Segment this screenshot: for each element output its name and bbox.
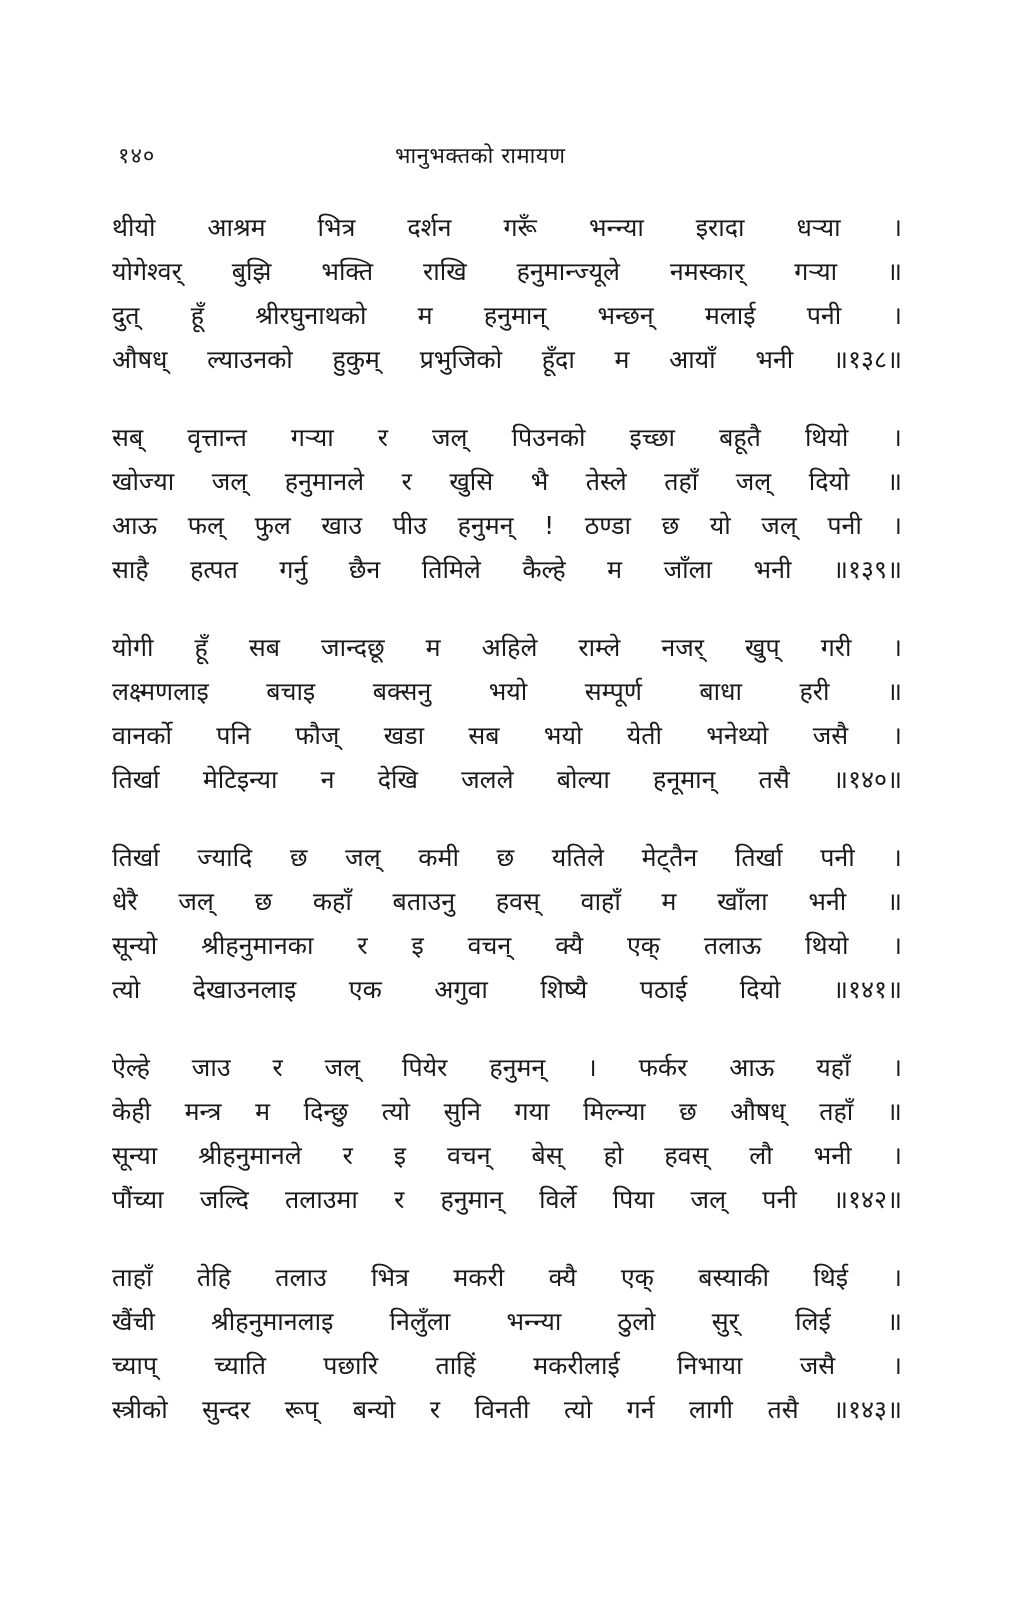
- verse-word: ।: [892, 721, 902, 750]
- verse-word: श्रीहनुमानले: [198, 1141, 302, 1170]
- verse-line: [112, 552, 902, 596]
- verse-word: च्याति: [214, 1351, 266, 1380]
- verse-word: पनी: [820, 843, 855, 872]
- verse-word: जाँला: [663, 555, 713, 584]
- verse-word: जल्दि: [199, 1185, 249, 1214]
- verse-line: [112, 254, 902, 298]
- verse-word: जल्: [324, 1053, 361, 1082]
- verse-word: दिन्छु: [303, 1097, 349, 1126]
- verse-word: मकरी: [453, 1263, 505, 1292]
- verse-word: गऱ्या: [794, 257, 838, 286]
- verse-word: अहिले: [481, 633, 538, 662]
- verse-word: एक्: [626, 931, 661, 960]
- verse-word: एक्: [620, 1263, 654, 1292]
- verse-line: [112, 972, 902, 1016]
- verse-word: नजर्: [661, 633, 704, 662]
- verse-word: जल्: [178, 887, 214, 916]
- verse-word: इ: [411, 931, 424, 960]
- verse-word: भै: [530, 467, 549, 496]
- verse-word: अगुवा: [434, 975, 488, 1004]
- verse-word: पनी: [806, 301, 842, 330]
- verse-word: राम्ले: [578, 633, 621, 662]
- verse-word: भयो: [488, 677, 528, 706]
- verse-line: [112, 762, 902, 806]
- verse-word: जसै: [799, 1351, 836, 1380]
- verse-word: ।: [892, 301, 902, 330]
- verse-word: खाउ: [321, 511, 363, 540]
- verse-line: [112, 1260, 902, 1304]
- verse-word: र: [394, 1185, 405, 1214]
- verse-word: वानर्को: [112, 721, 172, 750]
- verse-word: च्याप्: [112, 1351, 158, 1380]
- verse-word: !: [544, 511, 555, 540]
- verse-word: इच्छा: [629, 423, 676, 452]
- verse-word: श्रीहनुमानलाइ: [211, 1307, 334, 1336]
- verse-word: म: [614, 345, 630, 374]
- verse-word: बहूतै: [719, 423, 761, 452]
- verse-word: लक्ष्मणलाइ: [112, 677, 209, 706]
- verse-word: बताउनु: [392, 887, 456, 916]
- verse-word: बुझि: [231, 257, 272, 286]
- verse-word: सब: [248, 633, 281, 662]
- verse-word: ज्यादि: [197, 843, 253, 872]
- verse-word: गर्नु: [279, 555, 308, 584]
- verse-word: पनि: [216, 721, 251, 750]
- verse-word: आऊ: [112, 511, 158, 540]
- verse-word: मलाई: [704, 301, 756, 330]
- verse-word: हनुमान्: [483, 301, 547, 330]
- verse-word: धेरै: [112, 887, 138, 916]
- verse-word: मेट्तैन: [641, 843, 698, 872]
- verse-word: सुन्दर: [202, 1395, 251, 1424]
- verse-word: वृत्तान्त: [187, 423, 247, 452]
- verse-word: र: [357, 931, 368, 960]
- verse-word: क्यै: [548, 1263, 577, 1292]
- verse-word: बक्सनु: [372, 677, 432, 706]
- verse-word: राखि: [423, 257, 467, 286]
- verse-word: भनी: [755, 345, 794, 374]
- verse-word: सुनि: [443, 1097, 481, 1126]
- verse-word: तलाउमा: [285, 1185, 358, 1214]
- verse-word: तेहि: [196, 1263, 231, 1292]
- verse-word: शिष्यै: [540, 975, 588, 1004]
- verse-word: बस्याकी: [698, 1263, 769, 1292]
- verse-word: गरूँ: [503, 213, 537, 242]
- verse-word: तहाँ: [819, 1097, 854, 1126]
- page-number: १४०: [118, 144, 156, 169]
- verse-line: [112, 1182, 902, 1226]
- verse-word: साहै: [112, 555, 149, 584]
- verse-word: थीयो: [112, 213, 156, 242]
- verse-word: इ: [393, 1141, 407, 1170]
- verse-word: र: [401, 467, 412, 496]
- verse-word: भित्र: [371, 1263, 409, 1292]
- verse-word: त्यो: [112, 975, 141, 1004]
- verse-word: ।: [892, 633, 902, 662]
- verse-word: देखि: [377, 765, 418, 794]
- verse-word: तलाउ: [275, 1263, 327, 1292]
- verse-word: बचाइ: [266, 677, 316, 706]
- verse-body: [112, 210, 902, 1470]
- verse-word: हवस्: [495, 887, 540, 916]
- verse-word: तलाऊ: [703, 931, 762, 960]
- verse-word: सून्यो: [112, 931, 158, 960]
- verse-word: ॥: [886, 677, 902, 706]
- verse-line: [112, 884, 902, 928]
- verse-word: श्रीरघुनाथको: [255, 301, 367, 330]
- verse-word: तसै: [767, 1395, 799, 1424]
- verse-line: [112, 630, 902, 674]
- verse-word: निभाया: [677, 1351, 743, 1380]
- verse-word: लिई: [795, 1307, 831, 1336]
- verse-word: ॥: [887, 887, 902, 916]
- verse-word: एक: [348, 975, 382, 1004]
- verse-word: यहाँ: [816, 1053, 851, 1082]
- verse-word: हुकुम्: [332, 345, 380, 374]
- verse-word: लागी: [689, 1395, 733, 1424]
- verse-word: थियो: [804, 423, 849, 452]
- verse-word: सब्: [112, 423, 144, 452]
- verse-word: जान्दछू: [321, 633, 385, 662]
- verse-word: जल्: [211, 467, 248, 496]
- verse-word: तेस्ले: [585, 467, 627, 496]
- verse-word: ॥: [887, 257, 902, 286]
- verse-word: ॥१४०॥: [833, 765, 902, 794]
- verse-word: पनी: [762, 1185, 797, 1214]
- verse-word: इरादा: [695, 213, 745, 242]
- verse-word: गया: [514, 1097, 550, 1126]
- verse-word: ।: [892, 1053, 902, 1082]
- verse-word: पियेर: [402, 1053, 448, 1082]
- verse-word: ल्याउनको: [207, 345, 293, 374]
- verse-word: पिया: [612, 1185, 655, 1214]
- verse-line: [112, 1392, 902, 1436]
- verse-line: [112, 718, 902, 762]
- verse-word: भनी: [808, 887, 847, 916]
- verse-word: तिर्खा: [112, 765, 160, 794]
- verse-word: जल्: [345, 843, 381, 872]
- verse-word: थिई: [813, 1263, 849, 1292]
- verse-word: ठुलो: [617, 1307, 656, 1336]
- verse-word: रूप्: [284, 1395, 319, 1424]
- verse-word: आऊ: [729, 1053, 775, 1082]
- verse-word: दर्शन: [407, 213, 452, 242]
- verse-word: मकरीलाई: [533, 1351, 620, 1380]
- verse-word: म: [417, 301, 433, 330]
- verse-word: कैल्हे: [522, 555, 566, 584]
- verse-word: र: [272, 1053, 283, 1082]
- verse-word: भनी: [813, 1141, 852, 1170]
- verse-word: निलुँला: [389, 1307, 451, 1336]
- verse-word: दियो: [808, 467, 850, 496]
- verse-word: तिर्खा: [734, 843, 783, 872]
- verse-word: म: [661, 887, 677, 916]
- verse-word: म: [607, 555, 623, 584]
- verse-word: फुल: [254, 511, 291, 540]
- verse-line: [112, 508, 902, 552]
- verse-word: भक्ति: [321, 257, 374, 286]
- verse-word: ।: [892, 843, 902, 872]
- verse-word: ।: [892, 1141, 902, 1170]
- verse-word: ॥: [886, 467, 902, 496]
- verse-word: ताहाँ: [112, 1263, 153, 1292]
- stanza-143: [112, 1260, 902, 1436]
- verse-word: हनुमान्ज्यूले: [516, 257, 620, 286]
- verse-word: ॥: [886, 1097, 902, 1126]
- verse-word: खाँला: [717, 887, 768, 916]
- verse-word: औषध्: [730, 1097, 786, 1126]
- verse-word: छ: [496, 843, 515, 872]
- verse-word: थियो: [805, 931, 849, 960]
- verse-word: भन्न्या: [588, 213, 644, 242]
- verse-word: केही: [112, 1097, 151, 1126]
- verse-word: आयाँ: [669, 345, 716, 374]
- verse-word: खुसि: [449, 467, 494, 496]
- verse-word: दियो: [739, 975, 781, 1004]
- verse-word: जल्: [432, 423, 468, 452]
- verse-line: [112, 928, 902, 972]
- verse-word: म: [255, 1097, 271, 1126]
- stanza-140: [112, 630, 902, 806]
- verse-word: स्त्रीको: [112, 1395, 168, 1424]
- verse-word: हवस्: [664, 1141, 709, 1170]
- verse-word: सब: [468, 721, 500, 750]
- verse-word: भनी: [753, 555, 792, 584]
- verse-word: हनुमान्: [440, 1185, 503, 1214]
- verse-word: त्यो: [563, 1395, 593, 1424]
- verse-word: सून्या: [112, 1141, 158, 1170]
- verse-word: तिर्खा: [112, 843, 160, 872]
- verse-word: यो: [709, 511, 731, 540]
- verse-line: [112, 298, 902, 342]
- verse-line: [112, 1304, 902, 1348]
- verse-line: [112, 1138, 902, 1182]
- verse-word: ॥१३८॥: [832, 345, 902, 374]
- verse-word: हनुमानले: [284, 467, 365, 496]
- verse-word: त्यो: [381, 1097, 410, 1126]
- verse-word: छ: [254, 887, 273, 916]
- verse-word: गरी: [820, 633, 852, 662]
- stanza-142: [112, 1050, 902, 1226]
- verse-word: तहाँ: [664, 467, 699, 496]
- page-header: [0, 140, 1024, 180]
- verse-line: [112, 210, 902, 254]
- verse-word: ताहिं: [435, 1351, 476, 1380]
- verse-word: दुत्: [112, 301, 140, 330]
- verse-word: पनी: [827, 511, 862, 540]
- verse-word: बाधा: [699, 677, 742, 706]
- verse-word: ठण्डा: [584, 511, 632, 540]
- verse-word: जलले: [461, 765, 514, 794]
- verse-word: हूँ: [194, 633, 208, 662]
- verse-word: भन्न्या: [506, 1307, 562, 1336]
- stanza-139: [112, 420, 902, 596]
- verse-word: भित्र: [317, 213, 356, 242]
- verse-word: धऱ्या: [796, 213, 841, 242]
- verse-line: [112, 1348, 902, 1392]
- verse-word: पछारि: [323, 1351, 379, 1380]
- verse-word: जाउ: [191, 1053, 231, 1082]
- verse-word: हनुमन्: [489, 1053, 546, 1082]
- verse-line: [112, 840, 902, 884]
- verse-word: ॥१४३॥: [833, 1395, 902, 1424]
- verse-word: पीउ: [392, 511, 427, 540]
- verse-word: गर्न: [626, 1395, 655, 1424]
- verse-word: खैंची: [112, 1307, 155, 1336]
- verse-word: मेटिइन्या: [202, 765, 278, 794]
- verse-word: जल्: [690, 1185, 727, 1214]
- verse-word: जल्: [735, 467, 772, 496]
- verse-word: हनूमान्: [653, 765, 716, 794]
- verse-word: पौंच्या: [112, 1185, 164, 1214]
- verse-word: ॥१४१॥: [833, 975, 902, 1004]
- verse-word: ।: [892, 423, 902, 452]
- verse-word: यतिले: [551, 843, 604, 872]
- verse-word: ।: [892, 213, 902, 242]
- verse-word: योगेश्वर्: [112, 257, 182, 286]
- verse-word: विनती: [474, 1395, 530, 1424]
- verse-word: वचन्: [467, 931, 512, 960]
- verse-word: गऱ्या: [290, 423, 334, 452]
- verse-word: हनुमन्: [457, 511, 514, 540]
- verse-word: सुर्: [711, 1307, 739, 1336]
- verse-word: जल्: [761, 511, 797, 540]
- verse-word: हूँ: [190, 301, 205, 330]
- verse-word: कमी: [418, 843, 459, 872]
- verse-word: र: [429, 1395, 441, 1424]
- verse-word: भन्छन्: [597, 301, 654, 330]
- verse-word: तसै: [758, 765, 790, 794]
- verse-word: फर्कर: [638, 1053, 688, 1082]
- verse-word: श्रीहनुमानका: [201, 931, 314, 960]
- verse-word: बेस्: [531, 1141, 563, 1170]
- verse-word: येती: [626, 721, 662, 750]
- verse-word: आश्रम: [207, 213, 266, 242]
- verse-word: सम्पूर्ण: [584, 677, 642, 706]
- verse-word: ॥१४२॥: [833, 1185, 902, 1214]
- stanza-138: [112, 210, 902, 386]
- verse-word: विर्ले: [539, 1185, 577, 1214]
- verse-word: ।: [892, 931, 902, 960]
- verse-word: कहाँ: [312, 887, 352, 916]
- verse-word: हरी: [799, 677, 830, 706]
- verse-word: खुप्: [745, 633, 780, 662]
- verse-word: खोज्या: [112, 467, 175, 496]
- verse-word: बोल्या: [556, 765, 610, 794]
- verse-word: ।: [892, 511, 902, 540]
- verse-word: तिमिले: [421, 555, 481, 584]
- verse-word: र: [342, 1141, 353, 1170]
- verse-word: क्यै: [555, 931, 584, 960]
- verse-word: छ: [679, 1097, 697, 1126]
- verse-word: छ: [661, 511, 680, 540]
- verse-word: ।: [892, 1263, 902, 1292]
- verse-word: भयो: [543, 721, 583, 750]
- verse-word: लौ: [749, 1141, 773, 1170]
- verse-line: [112, 342, 902, 386]
- verse-word: हत्पत: [190, 555, 238, 584]
- verse-word: योगी: [112, 633, 154, 662]
- verse-word: न: [320, 765, 335, 794]
- verse-word: छ: [289, 843, 308, 872]
- verse-word: पठाई: [639, 975, 688, 1004]
- verse-word: ॥१३९॥: [832, 555, 902, 584]
- verse-line: [112, 464, 902, 508]
- verse-word: वाहाँ: [580, 887, 621, 916]
- verse-line: [112, 1050, 902, 1094]
- verse-word: प्रभुजिको: [419, 345, 503, 374]
- running-title: भानुभक्तको रामायण: [395, 144, 566, 169]
- verse-word: बन्यो: [352, 1395, 396, 1424]
- verse-word: फौज्: [295, 721, 340, 750]
- verse-line: [112, 1094, 902, 1138]
- verse-word: पिउनको: [511, 423, 586, 452]
- stanza-141: [112, 840, 902, 1016]
- verse-word: जसै: [812, 721, 849, 750]
- verse-word: मन्त्र: [184, 1097, 222, 1126]
- verse-word: खडा: [383, 721, 425, 750]
- verse-word: नमस्कार्: [669, 257, 745, 286]
- verse-word: र: [377, 423, 388, 452]
- verse-word: देखाउनलाइ: [192, 975, 297, 1004]
- verse-word: ।: [892, 1351, 902, 1380]
- verse-word: ।: [587, 1053, 597, 1082]
- verse-word: औषध्: [112, 345, 168, 374]
- verse-word: भनेथ्यो: [706, 721, 769, 750]
- verse-line: [112, 674, 902, 718]
- verse-word: छैन: [348, 555, 381, 584]
- verse-line: [112, 420, 902, 464]
- verse-word: मिल्न्या: [583, 1097, 646, 1126]
- verse-word: वचन्: [446, 1141, 491, 1170]
- verse-word: म: [425, 633, 441, 662]
- verse-word: हूँदा: [541, 345, 575, 374]
- verse-word: हो: [603, 1141, 624, 1170]
- verse-word: फल्: [187, 511, 224, 540]
- verse-word: ॥: [886, 1307, 902, 1336]
- verse-word: ऐल्हे: [112, 1053, 150, 1082]
